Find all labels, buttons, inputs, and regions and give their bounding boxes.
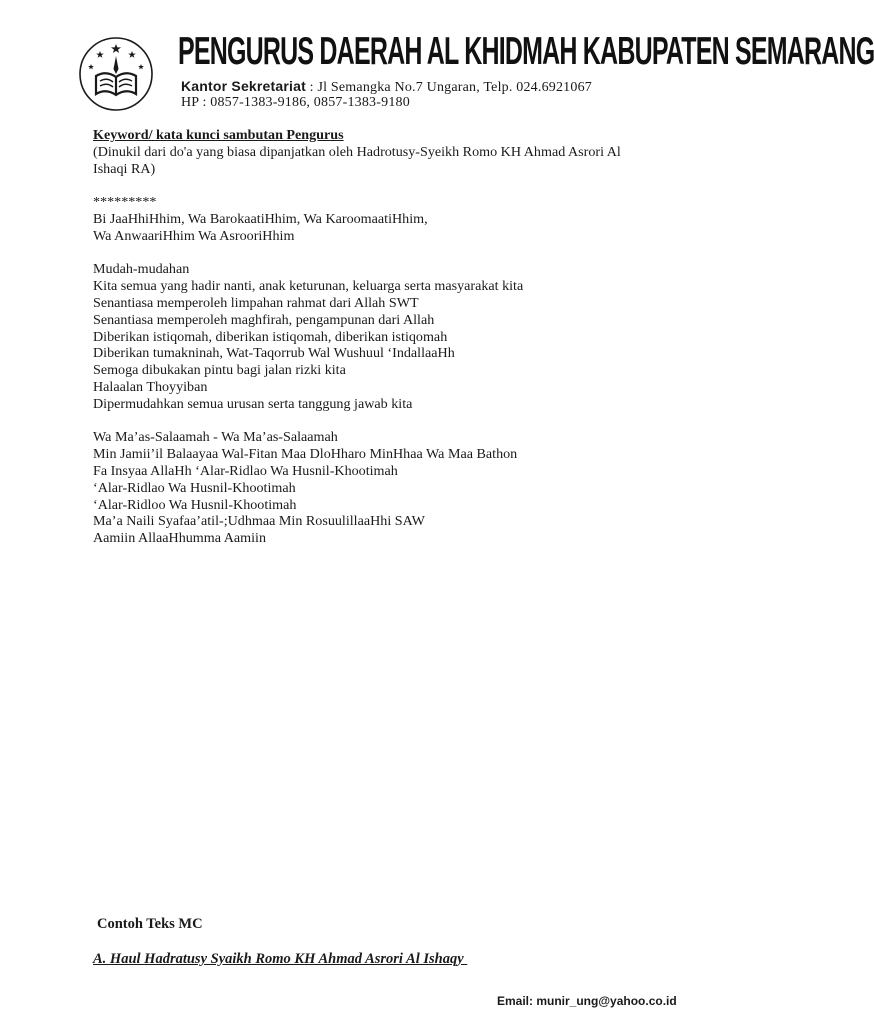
phone-line: HP : 0857-1383-9186, 0857-1383-9180 [181, 95, 410, 110]
mc-section-title: Contoh Teks MC [97, 916, 203, 932]
body-heading: Keyword/ kata kunci sambutan Pengurus [93, 127, 344, 143]
prayer-line: Dipermudahkan semua urusan serta tanggung jawab kita [93, 395, 413, 412]
separator: ********* [93, 194, 157, 211]
prayer-line: Senantiasa memperoleh limpahan rahmat dari Allah SWT [93, 294, 419, 311]
intro-line: (Dinukil dari do'a yang biasa dipanjatkan oleh Hadrotusy-Syeikh Romo KH Ahmad Asrori Al [93, 143, 621, 160]
prayer-line: Diberikan istiqomah, diberikan istiqomah, diberikan istiqomah [93, 328, 448, 345]
document-body [93, 127, 693, 547]
office-address: : Jl Semangka No.7 Ungaran, Telp. 024.6921067 [305, 80, 592, 95]
prayer-line: Diberikan tumakninah, Wat-Taqorrub Wal Wushuul ‘IndallaaHh [93, 345, 455, 362]
haul-heading: A. Haul Hadratusy Syaikh Romo KH Ahmad Asrori Al Ishaqy [93, 951, 468, 967]
footer-email: Email: munir_ung@yahoo.co.id [497, 994, 677, 1008]
office-address-line [181, 78, 592, 96]
organization-logo-icon [78, 36, 154, 112]
office-label: Kantor Sekretariat [181, 78, 306, 94]
prayer-line: Halaalan Thoyyiban [93, 378, 208, 395]
prayer-line: Semoga dibukakan pintu bagi jalan rizki kita [93, 362, 346, 379]
closing-line: Ma’a Naili Syafaa’atil-;Udhmaa Min RosuulillaaHhi SAW [93, 513, 425, 530]
closing-line: Fa Insyaa AllaHh ‘Alar-Ridlao Wa Husnil-Khootimah [93, 462, 398, 479]
prayer-line: Mudah-mudahan [93, 261, 190, 278]
closing-line: Wa Ma’as-Salaamah - Wa Ma’as-Salaamah [93, 429, 338, 446]
prayer-line: Senantiasa memperoleh maghfirah, pengampunan dari Allah [93, 311, 435, 328]
closing-line: ‘Alar-Ridlao Wa Husnil-Khootimah [93, 479, 296, 496]
opening-line: Wa AnwaariHhim Wa AsrooriHhim [93, 227, 295, 244]
closing-line: Min Jamii’il Balaayaa Wal-Fitan Maa DloHharo MinHhaa Wa Maa Bathon [93, 446, 518, 463]
closing-line: Aamiin AllaaHhumma Aamiin [93, 530, 267, 547]
letterhead-title: PENGURUS DAERAH AL KHIDMAH KABUPATEN SEMARANG [178, 30, 874, 74]
closing-line: ‘Alar-Ridloo Wa Husnil-Khootimah [93, 496, 297, 513]
prayer-line: Kita semua yang hadir nanti, anak keturunan, keluarga serta masyarakat kita [93, 278, 524, 295]
intro-line: Ishaqi RA) [93, 160, 156, 177]
opening-line: Bi JaaHhiHhim, Wa BarokaatiHhim, Wa KaroomaatiHhim, [93, 210, 428, 227]
